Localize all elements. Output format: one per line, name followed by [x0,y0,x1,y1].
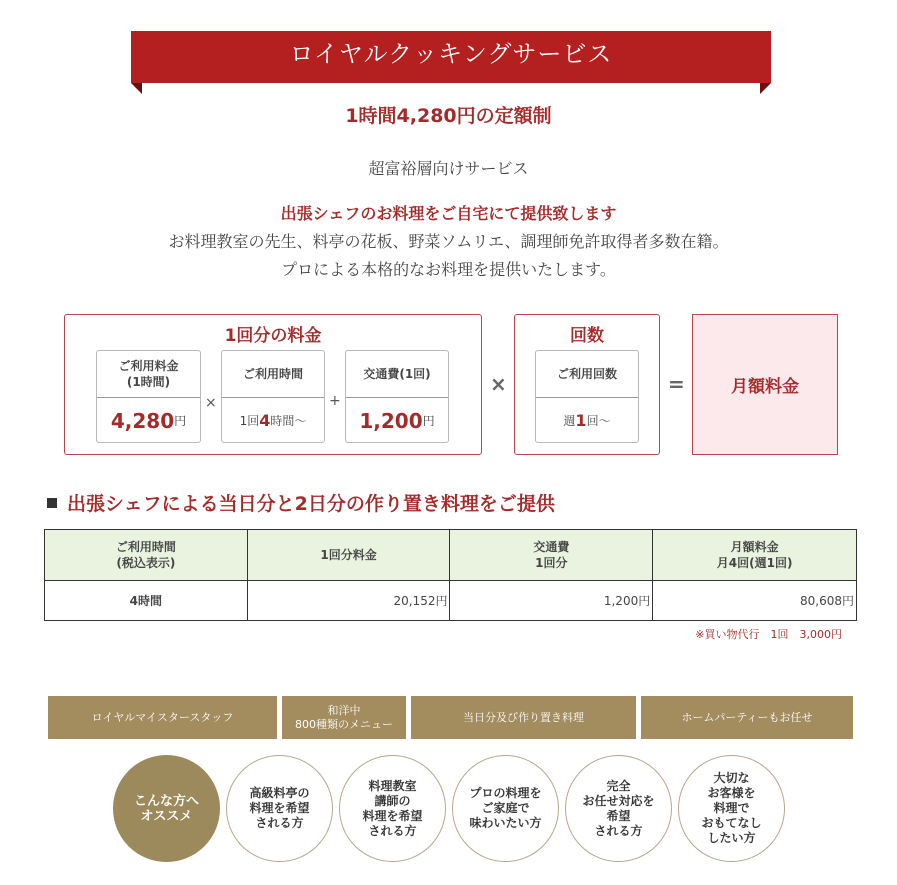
lead-line-2: プロによる本格的なお料理を提供いたします。 [281,260,616,279]
ribbon-fold-right [760,83,771,94]
feature-menu: 和洋中 800種類のメニュー [282,696,406,739]
col-usage-hours: ご利用時間 (税込表示) [45,530,248,581]
table-header-row [45,530,857,581]
visits-head: ご利用回数 [536,351,638,398]
cell-transport: 1,200円 [450,581,653,621]
visits-value: 週 1 回～ [563,411,611,430]
usage-hours-value: 1回 4 時間～ [239,411,307,430]
hourly-rate-value: 4,280 円 [110,408,187,433]
lead-line-1: お料理教室の先生、料亭の花板、野菜ソムリエ、調理師免許取得者多数在籍。 [168,232,729,251]
count-box [514,314,660,455]
recommend-item: 高級料亭の 料理を希望 される方 [226,755,333,862]
usage-hours-card [221,350,325,443]
feature-prepared-meals: 当日分及び作り置き料理 [411,696,636,739]
cell-monthly-fee: 80,608円 [653,581,857,621]
lead-bold: 出張シェフのお料理をご自宅にて提供致します [280,204,617,223]
col-transport: 交通費 1回分 [450,530,653,581]
per-visit-box [64,314,482,455]
target-subtitle: 超富裕層向けサービス [368,159,529,178]
feature-home-party: ホームパーティーもお任せ [641,696,853,739]
col-per-visit-fee: 1回分料金 [247,530,450,581]
ribbon-fold-left [131,83,142,94]
shopping-note: ※買い物代行 1回 3,000円 [695,628,842,641]
equals-operator: = [668,372,685,396]
plus-operator: + [329,393,341,409]
recommend-item: 料理教室 講師の 料理を希望 される方 [339,755,446,862]
usage-hours-head: ご利用時間 [222,351,324,398]
price-table [44,529,857,621]
multiply-operator: × [490,372,507,396]
table-row [45,581,857,621]
per-visit-title: 1回分の料金 [224,326,322,346]
recommend-badge: こんな方へ オススメ [113,755,220,862]
section-heading: 出張シェフによる当日分と2日分の作り置き料理をご提供 [47,489,555,516]
hourly-rate-card [96,350,201,443]
recommend-item: 大切な お客様を 料理で おもてなし したい方 [678,755,785,862]
recommend-item: 完全 お任せ対応を 希望 される方 [565,755,672,862]
monthly-fee-result: 月額料金 [692,314,838,455]
transport-fee-value: 1,200 円 [359,408,435,433]
col-monthly-fee: 月額料金 月4回(週1回) [653,530,857,581]
feature-royal-staff: ロイヤルマイスタースタッフ [48,696,277,739]
square-bullet-icon [47,498,57,508]
cell-per-visit-fee: 20,152円 [247,581,450,621]
cell-hours: 4時間 [45,581,248,621]
visits-card [535,350,639,443]
page-title: ロイヤルクッキングサービス [131,31,771,83]
recommend-item: プロの料理を ご家庭で 味わいたい方 [452,755,559,862]
transport-fee-head: 交通費(1回) [346,351,448,398]
times-operator: × [205,395,217,411]
count-title: 回数 [570,326,604,346]
transport-fee-card [345,350,449,443]
title-ribbon [131,31,771,94]
hourly-rate-head: ご利用料金 (1時間) [97,351,200,398]
price-headline: 1時間4,280円の定額制 [345,105,552,127]
